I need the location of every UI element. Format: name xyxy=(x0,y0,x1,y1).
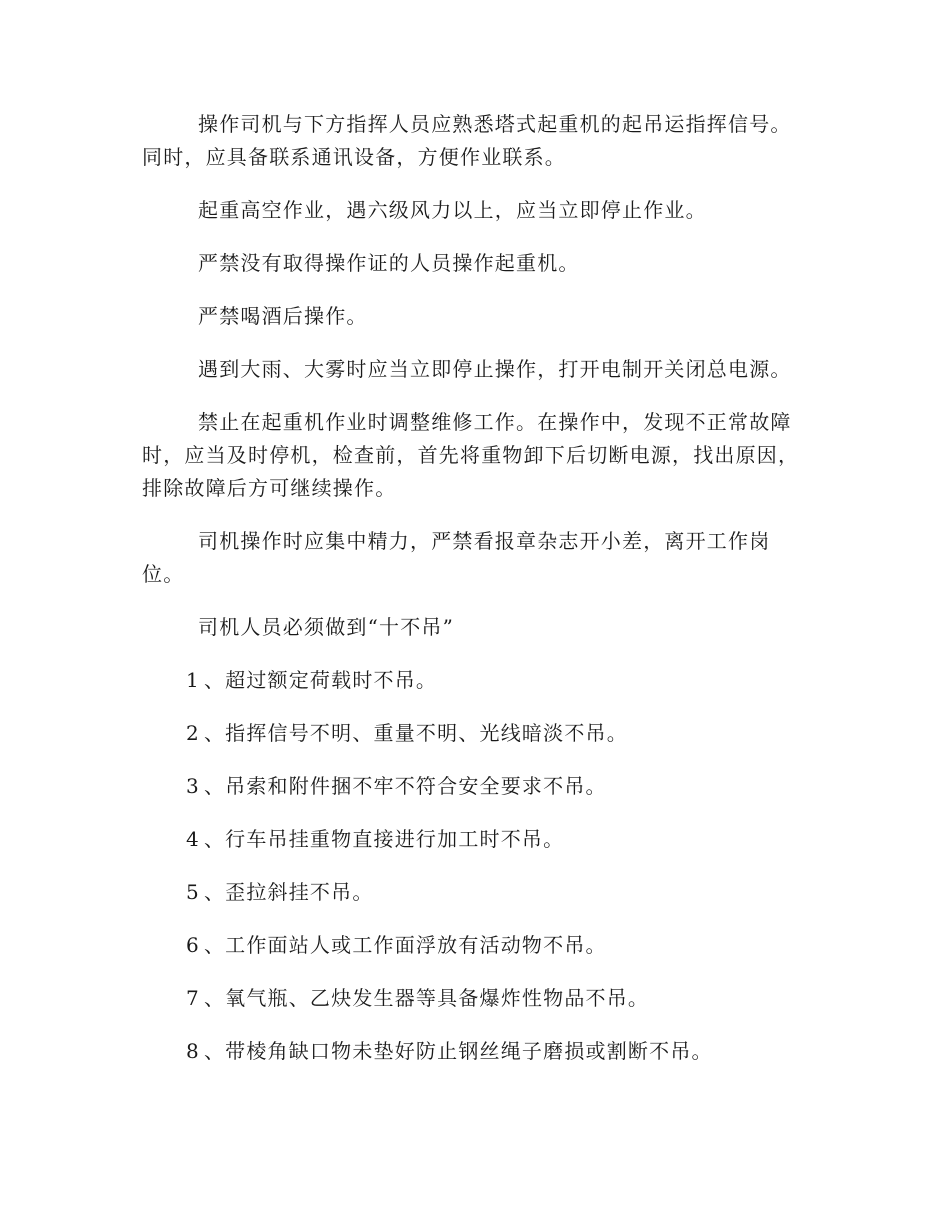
list-item xyxy=(142,717,810,750)
list-item-text: 、带棱角缺口物未垫好防止钢丝绳子磨损或割断不吊。 xyxy=(203,1039,713,1063)
list-item-number: 3 xyxy=(186,774,200,798)
list-item-number: 2 xyxy=(186,721,200,745)
list-item-text: 、行车吊挂重物直接进行加工时不吊。 xyxy=(203,827,565,851)
list-item xyxy=(142,1035,810,1068)
list-item-number: 7 xyxy=(186,986,200,1010)
list-item-number: 1 xyxy=(186,668,200,692)
list-item-text: 、超过额定荷载时不吊。 xyxy=(203,668,438,692)
list-item-number: 8 xyxy=(186,1039,200,1063)
list-item-text: 、歪拉斜挂不吊。 xyxy=(203,880,374,904)
document-body xyxy=(142,108,810,1088)
paragraph-ten-rules-heading: 司机人员必须做到“十不吊” xyxy=(198,615,455,639)
paragraph-alcohol: 严禁喝酒后操作。 xyxy=(198,304,368,328)
list-item-text: 、指挥信号不明、重量不明、光线暗淡不吊。 xyxy=(203,721,628,745)
list-item xyxy=(142,982,810,1015)
list-item xyxy=(142,664,810,697)
list-item-number: 6 xyxy=(186,933,200,957)
list-item xyxy=(142,929,810,962)
list-item-text: 、氧气瓶、乙炔发生器等具备爆炸性物品不吊。 xyxy=(203,986,650,1010)
list-item xyxy=(142,770,810,803)
list-item-text: 、工作面站人或工作面浮放有活动物不吊。 xyxy=(203,933,607,957)
list-item xyxy=(142,823,810,856)
paragraph-wind: 起重高空作业，遇六级风力以上，应当立即停止作业。 xyxy=(198,198,707,222)
list-item-text: 、吊索和附件捆不牢不符合安全要求不吊。 xyxy=(203,774,607,798)
list-item-number: 4 xyxy=(186,827,200,851)
paragraph-focus: 司机操作时应集中精力，严禁看报章杂志开小差，离开工作岗位。 xyxy=(142,529,771,586)
paragraph-license: 严禁没有取得操作证的人员操作起重机。 xyxy=(198,251,580,275)
paragraph-signal: 操作司机与下方指挥人员应熟悉塔式起重机的起吊运指挥信号。同时，应具备联系通讯设备，方便作业联系。 xyxy=(142,112,792,169)
list-item xyxy=(142,876,810,909)
list-item-number: 5 xyxy=(186,880,200,904)
paragraph-maintenance: 禁止在起重机作业时调整维修工作。在操作中，发现不正常故障时，应当及时停机，检查前，首先将重物卸下后切断电源，找出原因，排除故障后方可继续操作。 xyxy=(142,410,800,500)
paragraph-weather: 遇到大雨、大雾时应当立即停止操作，打开电制开关闭总电源。 xyxy=(198,357,792,381)
